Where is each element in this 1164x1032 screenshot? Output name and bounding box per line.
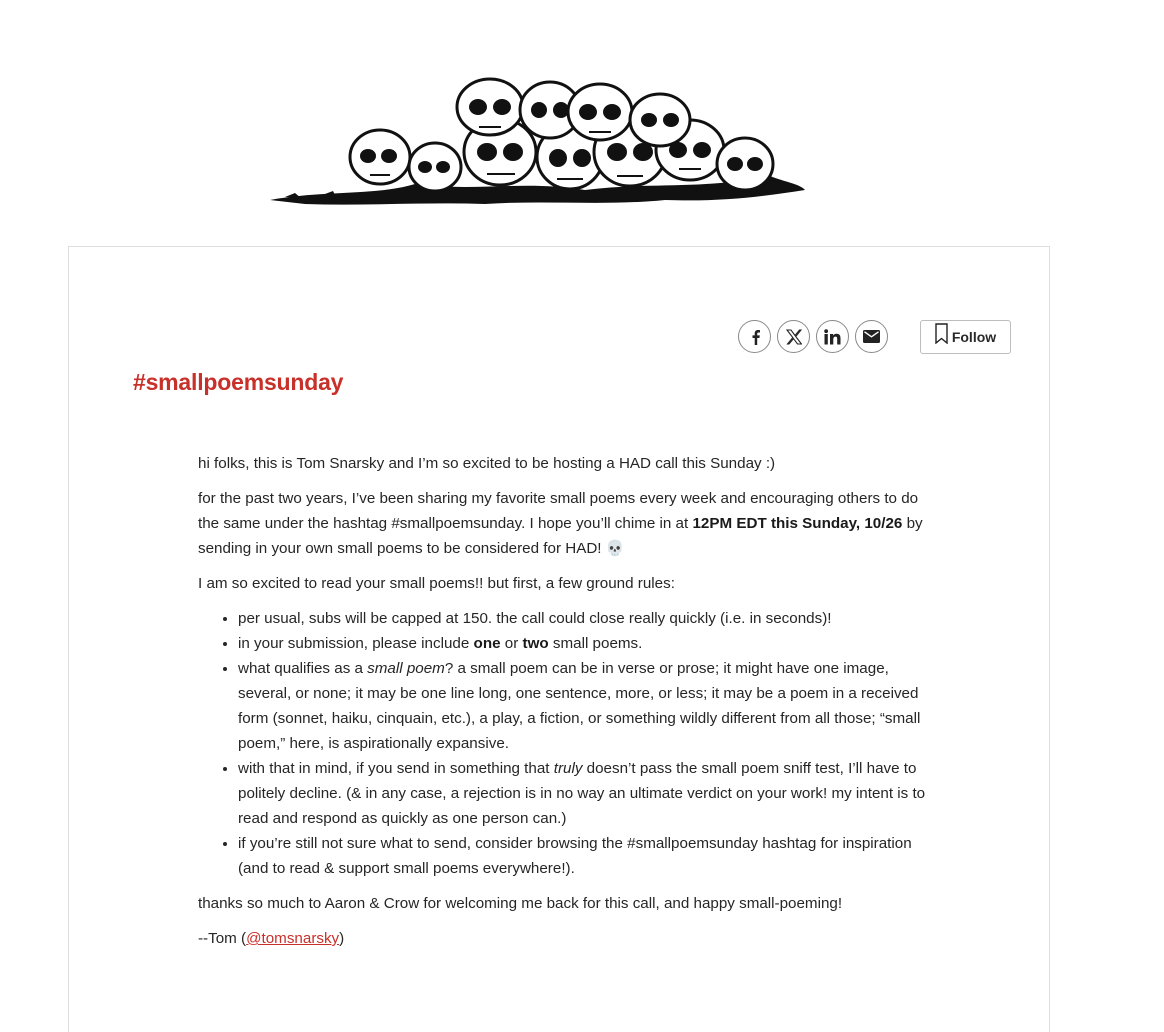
linkedin-icon [824, 329, 841, 345]
share-bar [738, 320, 888, 353]
rule-text: small poems. [548, 635, 643, 652]
rule-text: what qualifies as a [238, 660, 368, 677]
rules-list [198, 606, 943, 881]
list-item [238, 756, 943, 831]
signoff-text-end: ) [339, 930, 345, 947]
rule-bold-two: two [522, 635, 549, 652]
email-icon [863, 330, 880, 343]
list-item: • per usual, subs will be capped at 150. the call could close really quickly (i.e. in seconds)! [238, 606, 943, 631]
author-handle-link[interactable]: @tomsnarsky [246, 930, 340, 947]
rule-emphasis: truly [553, 760, 583, 777]
email-share-button[interactable] [855, 320, 888, 353]
rules-intro-paragraph: I am so excited to read your small poems!! but first, a few ground rules: [198, 575, 675, 592]
facebook-share-button[interactable] [738, 320, 771, 353]
post-title: #smallpoemsunday [133, 369, 344, 395]
rule-emphasis: small poem [367, 660, 445, 677]
rule-text: doesn’t pass the small poem sniff test, I’ll have to politely decline. (& in any case, a rejection is in no way an ultimate verdict on your work! my intent is to read and respond as quickly as one person can.) [238, 760, 926, 827]
rule-bold-one: one [473, 635, 501, 652]
linkedin-share-button[interactable] [816, 320, 849, 353]
signoff-text: --Tom ( [198, 930, 247, 947]
call-details-paragraph [198, 486, 943, 561]
call-time: 12PM EDT this Sunday, 10/26 [692, 515, 903, 532]
follow-button[interactable] [920, 320, 1011, 354]
rule-text: or [500, 635, 523, 652]
call-details-text: for the past two years, I’ve been sharing my favorite small poems every week and encouraging others to do the same under the hashtag #smallpoemsunday. I hope you’ll chime in at [198, 490, 919, 532]
thanks-paragraph: thanks so much to Aaron & Crow for welcoming me back for this call, and happy small-poeming! [198, 895, 843, 912]
intro-paragraph: hi folks, this is Tom Snarsky and I’m so excited to be hosting a HAD call this Sunday :) [198, 455, 776, 472]
list-item [238, 631, 943, 656]
rule-text: with that in mind, if you send in something that [238, 760, 554, 777]
post-body [198, 451, 943, 961]
skulls-pile-illustration [265, 72, 810, 217]
list-item [238, 656, 943, 756]
follow-label: Follow [951, 329, 997, 345]
facebook-icon [748, 329, 762, 345]
call-details-text-end: by sending in your own small poems to be considered for HAD! [198, 515, 923, 557]
list-item: • if you’re still not sure what to send, consider browsing the #smallpoemsunday hashtag for inspiration (and to read & support small poems everywhere!). [238, 831, 943, 881]
x-share-button[interactable] [777, 320, 810, 353]
signoff-paragraph [198, 926, 943, 951]
skull-icon: 💀 [605, 539, 625, 557]
rule-text: ? a small poem can be in verse or prose; it might have one image, several, or none; it may be one line long, one sentence, more, or less; it may be a poem in a received form (sonnet, haiku, cinquain, etc.), a play, a fiction, or something wildly different from all those; “small poem,” here, is aspirationally expansive. [238, 660, 921, 752]
rule-text: in your submission, please include [238, 635, 474, 652]
x-icon [786, 329, 802, 345]
bookmark-icon [935, 323, 948, 344]
